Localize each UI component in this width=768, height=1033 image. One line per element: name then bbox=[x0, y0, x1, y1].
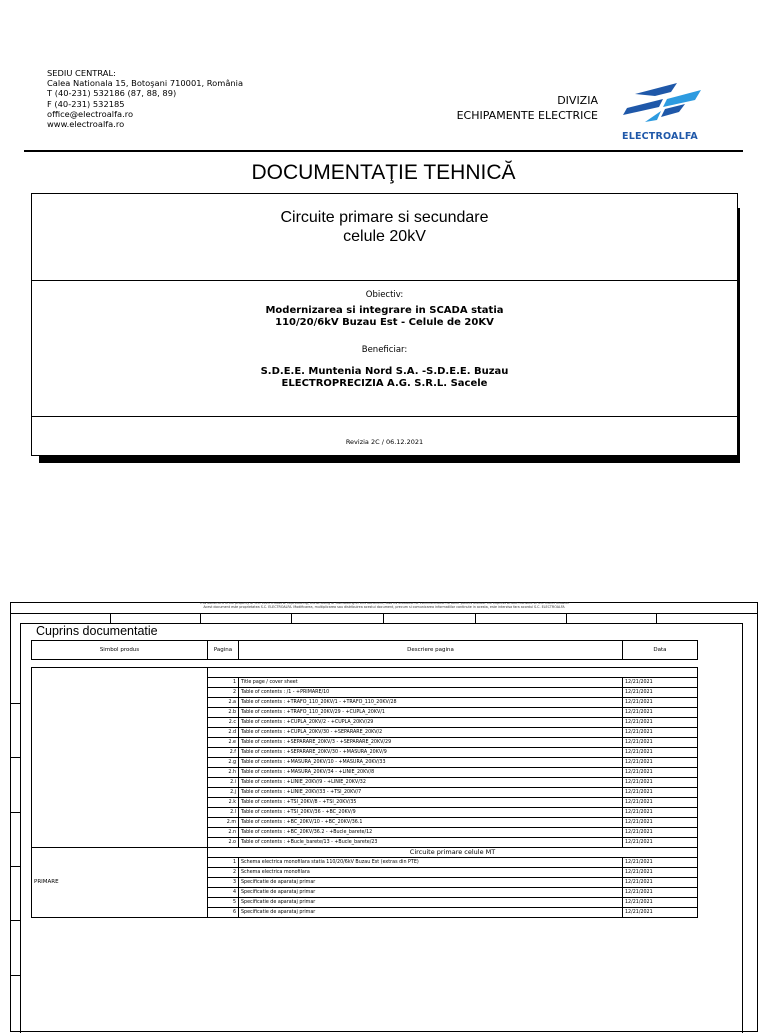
subtitle-line-1: Circuite primare si secundare bbox=[280, 209, 489, 226]
toc-header-row bbox=[32, 641, 698, 660]
section-title: Circuite primare celule MT bbox=[208, 848, 698, 858]
section-title-row bbox=[32, 848, 698, 858]
address-line[interactable]: www.electroalfa.ro bbox=[47, 119, 125, 130]
row-description: Title page / cover sheet bbox=[239, 678, 623, 688]
cover-subtitle bbox=[32, 208, 737, 246]
row-page: 5 bbox=[208, 898, 239, 908]
row-page: 2.f bbox=[208, 748, 239, 758]
row-page: 2.a bbox=[208, 698, 239, 708]
row-description: Table of contents : +BC_20KV/10 - +BC_20KV/36.1 bbox=[239, 818, 623, 828]
row-date: 12/21/2021 bbox=[623, 788, 698, 798]
row-description: Schema electrica monofilara statia 110/20/6kV Buzau Est (extras din PTE) bbox=[239, 858, 623, 868]
row-page: 2.k bbox=[208, 798, 239, 808]
row-date: 12/21/2021 bbox=[623, 688, 698, 698]
beneficiary-line-1: S.D.E.E. Muntenia Nord S.A. -S.D.E.E. Buzau bbox=[260, 366, 509, 377]
address-line[interactable]: office@electroalfa.ro bbox=[47, 108, 134, 119]
objective-text bbox=[32, 305, 737, 329]
row-date: 12/21/2021 bbox=[623, 908, 698, 918]
margin-tick bbox=[10, 920, 20, 921]
row-page: 2.e bbox=[208, 738, 239, 748]
objective-line-1: Modernizarea si integrare in SCADA statia bbox=[265, 305, 504, 316]
row-description: Schema electrica monofilara bbox=[239, 868, 623, 878]
cell-divider bbox=[200, 613, 201, 623]
row-page: 2.j bbox=[208, 788, 239, 798]
address-line: F (40-231) 532185 bbox=[47, 98, 125, 109]
division-line-1: DIVIZIA bbox=[557, 94, 598, 107]
row-page: 2 bbox=[208, 868, 239, 878]
row-page: 2.b bbox=[208, 708, 239, 718]
row-date: 12/21/2021 bbox=[623, 808, 698, 818]
row-date: 12/21/2021 bbox=[623, 868, 698, 878]
row-description: Table of contents : +TSI_20KV/8 - +TSI_20KV/35 bbox=[239, 798, 623, 808]
row-description: Table of contents : +CUPLA_20KV/30 - +SEPARARE_20KV/2 bbox=[239, 728, 623, 738]
section-symbol: PRIMARE bbox=[32, 848, 208, 918]
sheet-right-border bbox=[742, 623, 743, 1033]
section-spacer-row bbox=[32, 668, 698, 678]
section-spacer bbox=[208, 668, 698, 678]
row-date: 12/21/2021 bbox=[623, 778, 698, 788]
copyright-line-2: Acest document este proprietatea S.C. ELECTROALFA. Modificarea, multiplicarea sau distribuirea acestui document, precum si comunicarea informatiilor continute in acesta, este interzisa fara acordul S.C. ELECTROALFA bbox=[203, 604, 565, 609]
revision-label: Revizia 2C / 06.12.2021 bbox=[345, 438, 424, 446]
row-page: 2.n bbox=[208, 828, 239, 838]
row-description: Table of contents : +SEPARARE_20KV/30 - +MASURA_20KV/9 bbox=[239, 748, 623, 758]
margin-tick bbox=[10, 757, 20, 758]
header-symbol: Simbol produs bbox=[32, 641, 208, 660]
row-description: Table of contents : +SEPARARE_20KV/3 - +SEPARARE_20KV/29 bbox=[239, 738, 623, 748]
row-description: Specificatie de aparataj primar bbox=[239, 908, 623, 918]
objective-label: Obiectiv: bbox=[365, 290, 404, 300]
row-description: Table of contents : +TRAFO_110_20KV/1 - +TRAFO_110_20KV/28 bbox=[239, 698, 623, 708]
margin-tick bbox=[10, 866, 20, 867]
row-page: 6 bbox=[208, 908, 239, 918]
toc-rows bbox=[32, 668, 698, 918]
row-date: 12/21/2021 bbox=[623, 728, 698, 738]
beneficiary-label: Beneficiar: bbox=[361, 345, 408, 355]
row-description: Specificatie de aparataj primar bbox=[239, 898, 623, 908]
row-page: 2.o bbox=[208, 838, 239, 848]
subtitle-line-2: celule 20kV bbox=[343, 228, 426, 245]
row-page: 2.c bbox=[208, 718, 239, 728]
row-description: Table of contents : +TRAFO_110_20KV/29 - +CUPLA_20KV/1 bbox=[239, 708, 623, 718]
toc-body-table bbox=[31, 667, 698, 918]
row-date: 12/21/2021 bbox=[623, 838, 698, 848]
row-date: 12/21/2021 bbox=[623, 828, 698, 838]
row-page: 4 bbox=[208, 888, 239, 898]
section-symbol bbox=[32, 668, 208, 848]
margin-tick bbox=[10, 812, 20, 813]
row-page: 1 bbox=[208, 678, 239, 688]
row-page: 2.i bbox=[208, 778, 239, 788]
document-title: DOCUMENTAŢIE TEHNICĂ bbox=[251, 161, 516, 184]
cell-divider bbox=[291, 613, 292, 623]
row-page: 2.h bbox=[208, 768, 239, 778]
row-date: 12/21/2021 bbox=[623, 798, 698, 808]
row-date: 12/21/2021 bbox=[623, 888, 698, 898]
division-line-2: ECHIPAMENTE ELECTRICE bbox=[456, 109, 598, 122]
cell-divider bbox=[566, 613, 567, 623]
copyright-line-1: This document is the property of S.C. ELECTROALFA. Reproducing, transmitting or distributing of this document, also its utilization or communication to other parties without the express written consent of S.C. ELECTROALFA bbox=[199, 602, 569, 605]
row-date: 12/21/2021 bbox=[623, 708, 698, 718]
header-description: Descriere pagina bbox=[239, 641, 623, 660]
row-date: 12/21/2021 bbox=[623, 718, 698, 728]
beneficiary-text bbox=[32, 366, 737, 390]
row-date: 12/21/2021 bbox=[623, 758, 698, 768]
cell-divider bbox=[110, 613, 111, 623]
row-page: 2.l bbox=[208, 808, 239, 818]
row-date: 12/21/2021 bbox=[623, 898, 698, 908]
row-description: Table of contents : +BC_20KV/36.2 - +Bucle_barete/12 bbox=[239, 828, 623, 838]
row-description: Table of contents : +LINIE_20KV/33 - +TSI_20KV/7 bbox=[239, 788, 623, 798]
row-page: 2.g bbox=[208, 758, 239, 768]
division-label bbox=[420, 93, 598, 123]
cell-divider bbox=[475, 613, 476, 623]
row-date: 12/21/2021 bbox=[623, 678, 698, 688]
row-page: 2.m bbox=[208, 818, 239, 828]
sheet-left-border bbox=[20, 623, 21, 1033]
logo-wordmark: ELECTROALFA bbox=[622, 131, 698, 142]
row-description: Table of contents : +MASURA_20KV/10 - +MASURA_20KV/33 bbox=[239, 758, 623, 768]
row-date: 12/21/2021 bbox=[623, 738, 698, 748]
row-date: 12/21/2021 bbox=[623, 698, 698, 708]
address-line: Calea Nationala 15, Botoşani 710001, România bbox=[47, 78, 244, 89]
row-description: Table of contents : +LINIE_20KV/9 - +LINIE_20KV/32 bbox=[239, 778, 623, 788]
header-divider bbox=[24, 150, 743, 152]
row-description: Table of contents : /1 - +PRIMARE/10 bbox=[239, 688, 623, 698]
cover-subtitle-section bbox=[32, 194, 737, 281]
margin-tick bbox=[10, 703, 20, 704]
header-page: Pagina bbox=[208, 641, 239, 660]
row-date: 12/21/2021 bbox=[623, 818, 698, 828]
address-line: T (40-231) 532186 (87, 88, 89) bbox=[47, 88, 177, 99]
objective-line-2: 110/20/6kV Buzau Est - Celule de 20KV bbox=[275, 317, 494, 328]
row-page: 2 bbox=[208, 688, 239, 698]
row-page: 2.d bbox=[208, 728, 239, 738]
company-address bbox=[47, 68, 243, 129]
cover-details-section bbox=[32, 280, 737, 417]
row-description: Table of contents : +CUPLA_20KV/2 - +CUPLA_20KV/29 bbox=[239, 718, 623, 728]
title-block-cells bbox=[10, 613, 758, 623]
toc-header-table bbox=[31, 640, 698, 660]
address-line: SEDIU CENTRAL: bbox=[47, 68, 116, 78]
row-description: Specificatie de aparataj primar bbox=[239, 878, 623, 888]
row-date: 12/21/2021 bbox=[623, 878, 698, 888]
cell-divider bbox=[656, 613, 657, 623]
toc-title: Cuprins documentatie bbox=[36, 624, 158, 638]
header-date: Data bbox=[623, 641, 698, 660]
row-page: 3 bbox=[208, 878, 239, 888]
row-description: Table of contents : +MASURA_20KV/34 - +LINIE_20KV/8 bbox=[239, 768, 623, 778]
row-page: 1 bbox=[208, 858, 239, 868]
cover-box bbox=[31, 193, 738, 456]
row-date: 12/21/2021 bbox=[623, 768, 698, 778]
cell-divider bbox=[383, 613, 384, 623]
row-date: 12/21/2021 bbox=[623, 858, 698, 868]
beneficiary-line-2: ELECTROPRECIZIA A.G. S.R.L. Sacele bbox=[281, 378, 488, 389]
margin-tick bbox=[10, 975, 20, 976]
row-date: 12/21/2021 bbox=[623, 748, 698, 758]
copyright-strip bbox=[10, 602, 758, 612]
row-description: Table of contents : +TSI_20KV/36 - +BC_20KV/9 bbox=[239, 808, 623, 818]
row-description: Table of contents : +Bucle_barete/13 - +Bucle_barete/23 bbox=[239, 838, 623, 848]
row-description: Specificatie de aparataj primar bbox=[239, 888, 623, 898]
